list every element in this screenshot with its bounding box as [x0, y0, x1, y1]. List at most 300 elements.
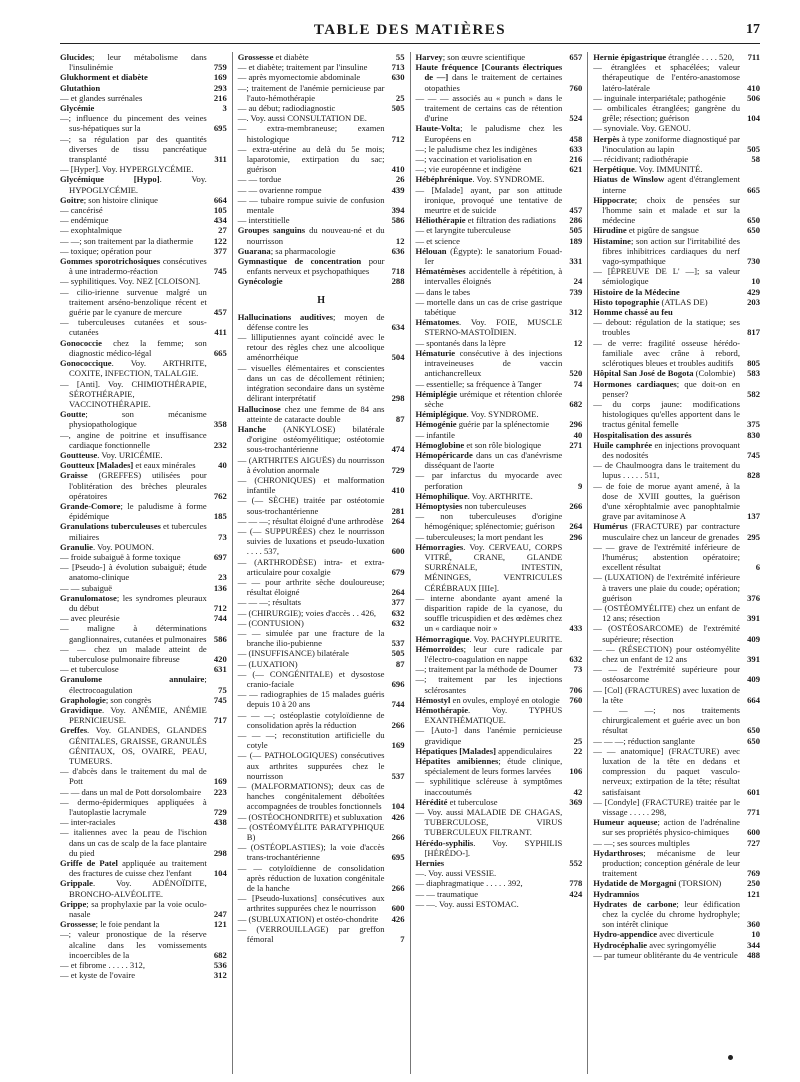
index-entry: [416, 868, 583, 878]
entry-keyword: Hémorragies: [415, 541, 464, 552]
index-entry: [593, 950, 760, 960]
entry-text: ; mécanisme de leur production; conception générale de leur traitement: [602, 847, 740, 879]
entry-keyword: Goutte: [60, 409, 86, 420]
entry-page-number: 650: [747, 215, 760, 226]
entry-text: . Voy. ADÉNOÏDITE, BRONCHO-ALVÉOLITE.: [69, 878, 207, 899]
entry-page-number: 286: [569, 215, 583, 226]
index-entry: [60, 664, 227, 674]
index-entry: [238, 455, 405, 475]
entry-keyword: Gynécologie: [237, 276, 283, 287]
page-title: TABLE DES MATIÈRES: [313, 22, 507, 38]
index-entry: [60, 134, 227, 165]
entry-text: — — — associés au « punch » dans le traitement de certains cas de rétention d'urine: [415, 92, 563, 124]
entry-page-number: 717: [213, 715, 227, 726]
index-entry: [593, 195, 760, 226]
entry-page-number: 122: [213, 235, 227, 246]
entry-page-number: 104: [213, 868, 227, 879]
index-entry: [593, 572, 760, 603]
entry-keyword: Hématurie: [415, 347, 456, 358]
entry-text: —; traitement par les injections sclérosantes: [415, 674, 563, 695]
entry-text: — froide subaiguë à forme toxique: [60, 551, 181, 562]
index-entry: [60, 919, 227, 929]
entry-page-number: 10: [751, 929, 760, 940]
entry-page-number: 27: [218, 225, 227, 236]
entry-page-number: 434: [213, 215, 227, 226]
entry-page-number: 331: [569, 256, 583, 267]
entry-text: (GREFFES) utilisées pour l'oblitération des brèches pleurales opératoires: [69, 470, 207, 501]
entry-text: consécutive à des injections intraveineuses de vaccin antichancrelleux: [424, 347, 563, 379]
index-entry: [238, 597, 405, 607]
index-entry: [416, 491, 583, 501]
entry-page-number: 264: [391, 587, 405, 598]
index-entry: [238, 781, 405, 812]
entry-keyword: Hirudine: [593, 225, 627, 236]
entry-page-number: 679: [391, 566, 405, 577]
entry-page-number: 634: [391, 321, 405, 332]
index-entry: [593, 236, 760, 267]
index-entry: [416, 93, 583, 124]
index-entry: [593, 817, 760, 837]
index-entry: [593, 644, 760, 664]
entry-text: — — —; nos traitements chirurgicalement et guérie avec un bon résultat: [593, 705, 740, 736]
index-entry: [238, 750, 405, 781]
entry-keyword: Groupes sanguins: [237, 225, 306, 236]
entry-text: — et laryngite tuberculeuse: [415, 225, 511, 236]
entry-text: (FRACTURE) par contracture musculaire chez un lanceur de grenades: [602, 521, 740, 542]
entry-text: — [ÉPREUVE DE L' —]; sa valeur sémiologique: [593, 266, 740, 287]
entry-page-number: 665: [213, 347, 227, 358]
entry-page-number: 817: [747, 327, 760, 338]
entry-text: (TORSION): [676, 878, 722, 889]
entry-keyword: Hépatites amibiennes: [415, 756, 499, 767]
entry-text: ; électrocoagulation: [69, 674, 207, 695]
entry-page-number: 632: [569, 653, 583, 664]
entry-keyword: Griffe de Patel: [60, 858, 118, 869]
entry-text: — debout: régulation de la statique; ses troubles: [593, 317, 740, 338]
index-entry: [416, 246, 583, 266]
entry-keyword: Glycémie: [60, 103, 95, 114]
entry-keyword: Granulie: [60, 541, 93, 552]
entry-text: (ATLAS DE): [659, 296, 708, 307]
index-entry: [593, 838, 760, 848]
index-entry: [593, 685, 760, 705]
entry-keyword: Hématémèses: [415, 266, 466, 277]
entry-page-number: 169: [213, 776, 227, 787]
entry-page-number: 73: [218, 531, 227, 542]
index-entry: [60, 695, 227, 705]
index-entry: [60, 246, 227, 256]
index-entry: [416, 123, 583, 143]
index-entry: [593, 62, 760, 93]
entry-keyword: Hébéphrénique: [415, 174, 473, 185]
index-entry: [416, 674, 583, 694]
entry-keyword: Hernies: [415, 858, 445, 869]
index-entry: [238, 475, 405, 495]
entry-keyword: Harvey: [415, 52, 443, 62]
entry-text: . Voy. TYPHUS EXANTHÉMATIQUE.: [424, 705, 563, 726]
index-entry: [416, 664, 583, 674]
index-entry: [238, 526, 405, 557]
entry-text: — (INSUFFISANCE) bilatérale: [237, 648, 349, 659]
entry-text: ; le foie pendant la: [95, 919, 160, 930]
entry-page-number: 682: [569, 398, 583, 409]
entry-text: — (ARTHRITES AIGUËS) du nourrisson à évolution anormale: [237, 454, 385, 475]
index-entry: [593, 338, 760, 369]
index-entry: [60, 317, 227, 337]
index-entry: [60, 358, 227, 378]
entry-page-number: 360: [747, 919, 760, 930]
entry-page-number: 185: [213, 511, 227, 522]
entry-text: — (LUXATION) de l'extrémité inférieure à travers une plaie du coude; opération; guérison: [593, 572, 740, 603]
index-entry: [416, 62, 583, 93]
entry-keyword: Hormones cardiaques: [593, 378, 677, 389]
index-entry: [238, 495, 405, 515]
entry-keyword: Graisse: [60, 470, 88, 481]
index-entry: [60, 817, 227, 827]
entry-text: — de Chaulmoogra dans le traitement du lupus . . . . . 511,: [593, 460, 740, 481]
entry-text: — [Pseudo-luxations] consécutives aux arthrites suppurées chez le nourrisson: [237, 893, 385, 914]
index-entry: [593, 603, 760, 623]
entry-text: à type zoniforme diagnostiqué par l'inoculation au lapin: [602, 133, 740, 154]
entry-page-number: 729: [391, 464, 405, 475]
entry-text: . Voy. CERVEAU, CORPS VITRÉ, CRANE, GLANDE SURRÉNALE, INTESTIN, MÉNINGES, VENTRICULES CÉRÉBRAUX [IIIe].: [424, 541, 563, 593]
entry-page-number: 40: [573, 429, 583, 440]
entry-page-number: 410: [391, 164, 405, 175]
entry-text: — — chez un malade atteint de tuberculose pulmonaire fibreuse: [60, 643, 207, 664]
index-entry: [416, 501, 583, 511]
entry-page-number: 40: [218, 460, 227, 471]
entry-page-number: 712: [213, 602, 227, 613]
section-letter: H: [317, 294, 326, 306]
entry-text: — (OSTÉOPLASTIES); la voie d'accès trans-trochantérienne: [237, 842, 385, 863]
entry-text: — (OSTÉOMYÉLITE) chez un enfant de 12 ans; résection: [593, 602, 740, 624]
entry-page-number: 55: [395, 52, 405, 62]
entry-page-number: 552: [569, 858, 583, 869]
entry-page-number: 520: [569, 368, 583, 379]
entry-page-number: 621: [569, 164, 583, 175]
index-entry: [416, 776, 583, 796]
entry-text: — — anatomique] (FRACTURE) avec luxation de la tête en dedans et compression du paquet vasculo-nerveux; extirpation de la tête; résultat satisfaisant: [593, 745, 740, 797]
entry-page-number: 582: [747, 388, 760, 399]
entry-keyword: Hallucinations auditives: [237, 311, 333, 322]
index-entry: [416, 185, 583, 216]
entry-page-number: 727: [747, 837, 760, 848]
entry-text: — (— CONGÉNITALE) et dysostose cranio-faciale: [237, 668, 385, 689]
index-entry: [416, 409, 583, 419]
entry-page-number: 424: [569, 888, 583, 899]
entry-text: étranglée . . . . 520,: [666, 52, 735, 62]
entry-page-number: 223: [213, 786, 227, 797]
entry-keyword: Glycémique [Hypo]: [60, 174, 160, 185]
entry-text: — interne abondante ayant amené la disparition rapide de la cyanose, du souffle tricuspidien et des œdèmes chez un « cardiaque noir »: [415, 592, 563, 634]
entry-text: consécutives à une intradermo-réaction: [69, 256, 207, 277]
index-entry: [416, 297, 583, 317]
entry-text: et tuberculose: [447, 796, 498, 807]
index-entry: [593, 940, 760, 950]
entry-text: — et glandes surrénales: [60, 92, 143, 103]
entry-text: — — —; résultat éloigné d'une arthrodèse: [237, 515, 384, 526]
entry-text: — lilliputiennes ayant coïncidé avec le retour des règles chez une alcoolique aménorrhéique: [237, 332, 385, 363]
entry-keyword: Histo topographie: [593, 296, 660, 307]
index-entry: [60, 593, 227, 613]
entry-page-number: 745: [213, 266, 227, 277]
entry-keyword: Grippale: [60, 878, 93, 889]
entry-text: —. Voy. aussi CONSULTATION DE.: [237, 113, 367, 124]
entry-text: . Voy. ARTHRITE.: [467, 490, 533, 501]
entry-text: ; le paludisme chez les Européens en: [424, 123, 563, 144]
index-entry: [60, 338, 227, 358]
index-entry: [238, 185, 405, 195]
entry-text: dans un cas d'anévrisme disséquant de l'aorte: [424, 449, 563, 471]
entry-text: —; traitement de l'anémie pernicieuse par l'auto-hémothérapie: [237, 82, 385, 103]
entry-text: —. Voy. aussi VESSIE.: [415, 868, 497, 879]
index-entry: [238, 113, 405, 123]
index-entry: [238, 174, 405, 184]
entry-page-number: 75: [218, 684, 227, 695]
entry-text: . Voy. ARTHRITE, COXITE, INFECTION, TALALGIE.: [69, 358, 207, 379]
entry-text: — diaphragmatique . . . . . 392,: [415, 878, 523, 889]
entry-text: dans le traitement de certaines otopathies: [424, 72, 563, 93]
index-entry: [416, 338, 583, 348]
entry-keyword: Goitre: [60, 194, 84, 205]
entry-text: ; que doit-on en penser?: [602, 378, 740, 399]
entry-page-number: 665: [747, 184, 760, 195]
entry-text: — d'abcès dans le traitement du mal de Pott: [60, 766, 207, 787]
index-entry: [416, 450, 583, 470]
entry-page-number: 216: [569, 154, 583, 165]
entry-text: . Voy. SYNDROME.: [472, 174, 545, 185]
entry-text: — — cotyloïdienne de consolidation après réduction de luxation congénitale de la hanche: [237, 862, 385, 894]
entry-keyword: Greffes: [60, 725, 88, 736]
entry-text: guérie par la splénectomie: [456, 419, 550, 430]
entry-text: — tuberculeuses cutanées et sous-cutanées: [60, 317, 207, 338]
entry-keyword: Herpétique: [593, 164, 635, 175]
entry-text: — — tubaire rompue suivie de confusion mentale: [237, 194, 385, 216]
entry-text: appendiculaires: [495, 745, 553, 756]
entry-text: — italiennes avec la peau de l'ischion dans un cas de scalp de la face plantaire du pied: [60, 827, 207, 858]
entry-text: — et science: [415, 235, 460, 246]
entry-page-number: 739: [569, 286, 583, 297]
entry-page-number: 771: [747, 807, 760, 818]
index-entry: [60, 644, 227, 664]
entry-page-number: 636: [391, 245, 405, 256]
entry-text: — cilio-irienne survenue malgré un traitement arséno-benzolique récent et guérie par le cyanure de mercure: [60, 286, 207, 318]
entry-page-number: 695: [213, 123, 227, 134]
index-entry: [60, 970, 227, 980]
entry-page-number: 600: [747, 827, 760, 838]
entry-text: ; leur métabolisme dans l'insulinémie: [69, 52, 207, 73]
index-entry: [593, 430, 760, 440]
entry-keyword: Hélouan: [415, 245, 447, 256]
entry-page-number: 600: [391, 546, 405, 557]
entry-text: — du corps jaune: modifications histologiques qu'elles apportent dans le tractus génital femelle: [593, 398, 740, 430]
entry-page-number: 631: [213, 664, 227, 675]
index-entry: [416, 379, 583, 389]
entry-page-number: 458: [569, 133, 583, 144]
entry-text: — exophtalmique: [60, 225, 122, 236]
entry-text: chez la femme; son diagnostic médico-légal: [69, 337, 207, 358]
entry-page-number: 745: [213, 694, 227, 705]
index-entry: [60, 552, 227, 562]
entry-keyword: Hiatus de Winslow: [593, 174, 665, 185]
index-entry: [238, 659, 405, 669]
index-entry: [60, 276, 227, 286]
entry-text: — — —; réduction sanglante: [593, 735, 695, 746]
entry-keyword: Hémoglobine: [415, 439, 465, 450]
entry-page-number: 391: [747, 613, 760, 624]
entry-page-number: 744: [213, 613, 227, 624]
entry-page-number: 426: [391, 811, 405, 822]
index-entry: [416, 52, 583, 62]
index-entry: [238, 312, 405, 332]
index-entry: [60, 215, 227, 225]
entry-page-number: 805: [747, 358, 760, 369]
index-entry: [60, 174, 227, 194]
index-entry: [238, 608, 405, 618]
entry-page-number: 712: [391, 133, 405, 144]
entry-text: ; sa pharmacologie: [270, 245, 336, 256]
index-entry: [416, 144, 583, 154]
entry-page-number: 537: [391, 770, 405, 781]
index-entry: [416, 695, 583, 705]
entry-text: — — tordue: [237, 174, 282, 185]
entry-page-number: 42: [573, 786, 583, 797]
entry-keyword: Hémophilique: [415, 490, 468, 501]
index-entry: [416, 889, 583, 899]
index-entry: [416, 225, 583, 235]
entry-text: et pigûre de sangsue: [626, 225, 699, 236]
index-entry: [238, 195, 405, 215]
entry-keyword: Haute fréquence [Courants électriques de —]: [415, 62, 563, 83]
entry-keyword: Hanche: [237, 423, 266, 434]
index-entry: [238, 225, 405, 245]
entry-text: ; étude clinique, spécialement de leurs formes larvées: [424, 756, 563, 777]
entry-page-number: 376: [747, 592, 760, 603]
entry-text: — —; son traitement par la diathermie: [60, 235, 194, 246]
entry-page-number: 266: [391, 832, 405, 843]
entry-page-number: 457: [213, 307, 227, 318]
entry-page-number: 298: [213, 847, 227, 858]
entry-text: — et fibrome . . . . . 312,: [60, 960, 145, 971]
index-entry: [60, 225, 227, 235]
entry-page-number: 729: [213, 807, 227, 818]
index-entry: [593, 899, 760, 930]
index-entry: [416, 746, 583, 756]
entry-page-number: 232: [213, 439, 227, 450]
entry-text: — (CHRONIQUES) et malformation infantile: [237, 474, 385, 496]
index-entry: [593, 521, 760, 541]
entry-page-number: 58: [751, 154, 760, 165]
entry-text: avec syringomyélie: [647, 939, 717, 950]
index-entry: [60, 787, 227, 797]
index-entry: [593, 399, 760, 430]
entry-text: —; traitement par la méthode de Doumer: [415, 664, 558, 675]
entry-page-number: 311: [214, 154, 227, 165]
index-entry: [593, 174, 760, 194]
index-entry: [60, 236, 227, 246]
index-entry: [238, 404, 405, 424]
entry-text: . Voy. SYNDROME.: [466, 409, 539, 420]
entry-text: —; vaccination et variolisation en: [415, 154, 532, 165]
entry-page-number: 650: [747, 225, 760, 236]
entry-keyword: Gommes sporotrichosiques: [60, 256, 161, 267]
entry-keyword: Hydatide de Morgagni: [593, 878, 677, 889]
entry-text: — et kyste de l'ovaire: [60, 970, 136, 981]
entry-text: . Voy. PACHYPLEURITE.: [469, 633, 563, 644]
index-entry: [60, 542, 227, 552]
entry-page-number: 410: [747, 82, 760, 93]
entry-text: — — —; résultats: [237, 597, 302, 608]
entry-page-number: 271: [569, 439, 583, 450]
index-entry: [60, 929, 227, 960]
index-entry: [238, 730, 405, 750]
index-entry: [593, 123, 760, 133]
entry-text: appliquée au traitement des fractures de cuisse chez l'enfant: [69, 858, 207, 879]
index-entry: [60, 766, 227, 786]
entry-text: — (ARTHRODÈSE) intra- et extra-articulaire pour coxalgie: [237, 556, 385, 577]
entry-keyword: Grossesse: [60, 919, 96, 930]
index-entry: [238, 577, 405, 597]
index-entry: [416, 899, 583, 909]
entry-page-number: 586: [391, 215, 405, 226]
index-entry: [593, 134, 760, 154]
entry-keyword: Gonococcique: [60, 358, 112, 369]
entry-keyword: Glukhorment et diabète: [60, 72, 148, 83]
entry-keyword: Hémiplégie: [415, 388, 458, 399]
entry-page-number: 12: [395, 235, 405, 246]
entry-page-number: 697: [213, 551, 227, 562]
entry-page-number: 12: [573, 337, 583, 348]
index-entry: [238, 332, 405, 363]
index-entry: [593, 736, 760, 746]
index-entry: [593, 379, 760, 399]
entry-page-number: 524: [569, 113, 583, 124]
entry-keyword: Gymnastique de concentration: [237, 256, 362, 267]
index-entry: [60, 379, 227, 410]
entry-text: — toxique; opération pour: [60, 245, 152, 256]
index-entry: [238, 103, 405, 113]
index-entry: [416, 266, 583, 286]
entry-text: — inter-raciales: [60, 817, 116, 828]
index-entry: [238, 424, 405, 455]
entry-text: — — —; ostéoplastie cotyloïdienne de consolidation après la réduction: [237, 709, 385, 730]
index-entry: [238, 72, 405, 82]
index-column-3: [410, 52, 588, 1074]
entry-page-number: 7: [400, 934, 405, 945]
entry-text: — — radiographies de 15 malades guéris depuis 10 à 20 ans: [237, 689, 385, 710]
entry-page-number: 409: [747, 674, 760, 685]
entry-keyword: Histoire de la Médecine: [593, 286, 680, 297]
entry-text: . Voy. IMMUNITÉ.: [634, 164, 703, 175]
index-columns: [60, 52, 760, 1074]
entry-page-number: 759: [213, 62, 227, 73]
entry-page-number: 264: [569, 521, 583, 532]
entry-page-number: 762: [213, 490, 227, 501]
entry-keyword: Hémorragique: [415, 633, 470, 644]
entry-page-number: 696: [391, 678, 405, 689]
entry-page-number: 377: [391, 597, 405, 608]
entry-text: — — pour arthrite sèche douloureuse; résultat éloigné: [237, 576, 385, 598]
entry-page-number: 586: [213, 633, 227, 644]
index-entry: [60, 705, 227, 725]
entry-text: — tuberculeuses; la mort pendant les: [415, 531, 544, 542]
index-entry: [60, 960, 227, 970]
entry-keyword: Grande-Comore: [60, 500, 121, 511]
index-entry: [593, 542, 760, 573]
entry-text: ; son histoire clinique: [83, 194, 158, 205]
entry-page-number: 6: [755, 562, 760, 573]
entry-page-number: 744: [391, 699, 405, 710]
